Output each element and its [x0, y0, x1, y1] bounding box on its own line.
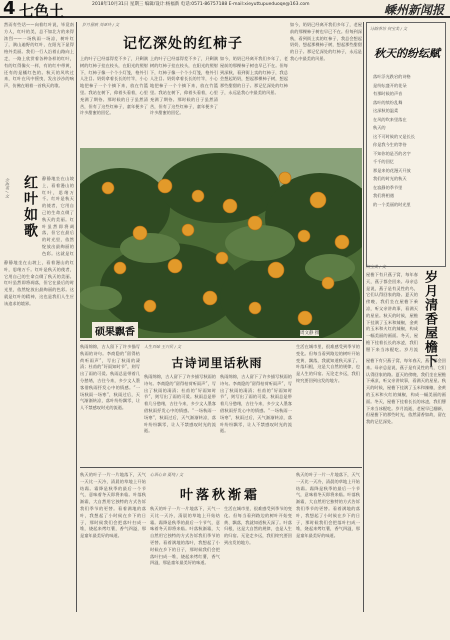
poem-lines — [373, 73, 443, 209]
photo-caption: 硕果飘香 — [92, 322, 138, 339]
article-text-frost-2: 生活在城市里，很难感受到季节的变化。但每当看到路边的树叶开始变黄、飘落，我就知道秋天深了。叶落归根，这是大自然的规律，也是人生的归宿。无论走多远，我们终究要回到出发的地方。 — [224, 506, 292, 545]
article-text-frost-left: 秋天的叶子一片一片地落下，天气一天比一天冷，清晨的草地上开始结霜。霜降是秋季的最后一个节气，意味着冬天即将来临。叶落秋渐霜，大自然用它独特的方式告诉我们季节的更替。看着满地的落叶，我想起了小时候在乡下的日子，那时候我们会把落叶扫成一堆，烧起来烤红薯，香气四溢，那是童年最美好的味道。 — [80, 472, 146, 539]
poem-line: 我们的时光的秋天 — [373, 176, 407, 181]
article-text-frost-1: 秋天的叶子一片一片地落下，天气一天比一天冷，清晨的草地上开始结霜。霜降是秋季的最后一个节气，意味着冬天即将来临。叶落秋渐霜，大自然用它独特的方式告诉我们季节的更替。看着满地的落叶，我想起了小时候在乡下的日子，那时候我们会把落叶扫成一堆，烧起来烤红薯，香气四溢，那是童年最美好的味道。 — [150, 506, 220, 566]
title-autumn-rain: 古诗词里话秋雨 — [171, 356, 263, 370]
title-eaves: 岁月清香屋檐下 — [422, 270, 437, 368]
poem-line: 有那时候的声音 — [373, 91, 403, 96]
section-title: 七色土 — [19, 2, 65, 20]
title-red-leaves: 红叶如歌 — [22, 175, 38, 239]
article-text-red-leaves: 静静地坐在山坡上，看着漫山的红叶，思绪万千。红叶是秋天的使者，它用自己的生命点缀了秋天的美丽。红叶虽然即将凋落，但它在最后的时光里，依然绽放出最绚丽的色彩。这就是红叶的精神，这也是我们人生应该追求的境界。 — [4, 260, 74, 306]
byline-autumn-rain — [144, 344, 181, 350]
persimmon-tree-image — [80, 148, 362, 338]
article-text-autumn-rain-3: 生活在城市里，很难感受到季节的变化。但每当看到路边的树叶开始变黄、飘落，我就知道秋天深了。叶落归根，这是大自然的规律，也是人生的归宿。无论走多远，我们终究要回到出发的地方。 — [296, 344, 360, 383]
article-text-persimmon-4: 如今，奶奶已经离开我们多年了，老屋前的那棵柿子树也早已不在。但每到深秋，看到街上卖的红柿子，我总会想起奶奶，想起那棵柿子树，想起那些甜甜的日子。那记忆深处的红柿子，永远是我心中最美的风景。 — [290, 22, 362, 61]
page-header — [0, 0, 450, 18]
divider — [363, 22, 364, 612]
byline-eaves: 何宝美 / 文 — [366, 264, 386, 269]
poem-author: 何宝美 / 文 — [387, 26, 408, 31]
poem-line: 在风的吹来里落在 — [373, 116, 407, 122]
poem-line: 我们将相遇 — [373, 193, 394, 198]
title-frost: 叶落秋渐霜 — [179, 488, 260, 503]
article-text-persimmon-2: 上的叶子已经落得差不多了，只剩满树的红柿子挂在枝头，在阳光的照射下，红柿子像一个个小灯笼，格外引人注目。奶奶拿着长长的竹竿，小心地把柿子一个个摘下来，放在竹篮里。我站在树下，仰着头看着，心里充满了期待。那时候的日子虽然清苦，但有了这些红柿子，童年便多了许多甜蜜的回忆。 — [150, 56, 218, 116]
article-text-red-leaves-side: 静静地坐在山坡上，看着漫山的红叶，思绪万千。红叶是秋天的使者，它用自己的生命点缀了秋天的美丽。红叶虽然即将凋落，但它在最后的时光里，依然绽放出最绚丽的色彩。这就是红 — [42, 176, 74, 256]
byline-frost — [150, 472, 183, 478]
column-label: 心语心音 — [150, 472, 166, 477]
column-label: 人生百味 — [144, 344, 160, 349]
poem-line: 不知你的是否的名字 — [373, 150, 411, 156]
article-text-eaves-top: 屋檐下有只燕子窝，每年春天，燕子都会回来。母亲总是说，燕子是有灵性的鸟，它们认得回家的路。夏天的傍晚，我们坐在屋檐下乘凉，听父亲讲故事，看满天的星星。秋天的时候，屋檐下挂满了玉米和辣椒，金黄的玉米和火红的辣椒，构成一幅美丽的画面。冬天，屋檐下挂着长长的冰凌，我们掰下来当冰棍吃。岁月流 — [366, 272, 418, 352]
divider — [76, 22, 77, 612]
poem-column-label: 诗韵茶坊 — [370, 26, 386, 31]
author-name: 王兴民 / 文 — [161, 344, 182, 349]
author-name: 夏纯 / 文 — [167, 472, 184, 477]
poem-line: 的一个美丽的时光里 — [373, 201, 411, 207]
poem-line: 你是我今生的等待 — [373, 142, 407, 147]
article-text-left-top: 然而有些话——向着红叶说，毕竟南方人，红叶的美，总不如北方的来得浓烈——一场秋雨一场凉，树叶红了，满山遍野的红叶，在阳光下显得格外美丽。我们一行人沿着山路向上走，一路上欣赏着各种各样的红叶，有的红得像火一样，有的红中带黄，还有的是橘红色的。秋天的风吹过来，红叶在风中摇曳，发出沙沙的响声，仿佛在唱着一首秋天的歌。 — [4, 22, 74, 89]
article-text-frost-3: 秋天的叶子一片一片地落下，天气一天比一天冷，清晨的草地上开始结霜。霜降是秋季的最后一个节气，意味着冬天即将来临。叶落秋渐霜，大自然用它独特的方式告诉我们季节的更替。看着满地的落叶，我想起了小时候在乡下的日子，那时候我们会把落叶扫成一堆，烧起来烤红薯，香气四溢，那是童年最美好的味道。 — [296, 472, 360, 539]
article-text-autumn-rain-2: 秋雨绵绵，古人留下了许多描写秋雨的诗句。李商隐的“留得枯荷听雨声”，写出了秋雨的凄清；杜甫的“好雨知时节”，则写出了雨的可爱。秋雨总是带着几分愁绪，古往今来，多少文人墨客借秋雨抒发心中的情感。“一场秋雨一场寒”，秋雨过后，天气渐渐转凉，落叶纷纷飘零，让人不禁感叹时光的流逝。 — [220, 374, 292, 434]
byline-persimmon — [82, 22, 119, 28]
article-text-autumn-rain-left: 秋雨绵绵，古人留下了许多描写秋雨的诗句。李商隐的“留得枯荷听雨声”，写出了秋雨的凄清；杜甫的“好雨知时节”，则写出了雨的可爱。秋雨总是带着几分愁绪，古往今来，多少文人墨客借秋雨抒发心中的情感。“一场秋雨一场寒”，秋雨过后，天气渐渐转凉，落叶纷纷飘零，让人不禁感叹时光的流逝。 — [80, 344, 140, 411]
author-name: 刘亚玲 / 文 — [99, 22, 120, 27]
poem-line: 千千的回忆 — [373, 159, 394, 164]
header-meta: 2018年10月31日 星期三 编辑/设计:杨福新 电话:0571-86757188 E-mail:xieyuttupueduoqe@163.com — [92, 2, 310, 7]
article-text-autumn-rain-1: 秋雨绵绵，古人留下了许多描写秋雨的诗句。李商隐的“留得枯荷听雨声”，写出了秋雨的凄清；杜甫的“好雨知时节”，则写出了雨的可爱。秋雨总是带着几分愁绪，古往今来，多少文人墨客借秋雨抒发心中的情感。“一场秋雨一场寒”，秋雨过后，天气渐渐转凉，落叶纷纷飘零，让人不禁感叹时光的流逝。 — [144, 374, 216, 434]
photo-credit: 周文静 摄 — [300, 331, 320, 336]
article-text-eaves: 屋檐下有只燕子窝，每年春天，燕子都会回来。母亲总是说，燕子是有灵性的鸟，它们认得回家的路。夏天的傍晚，我们坐在屋檐下乘凉，听父亲讲故事，看满天的星星。秋天的时候，屋檐下挂满了玉米和辣椒，金黄的玉米和火红的辣椒，构成一幅美丽的画面。冬天，屋檐下挂着长长的冰凌，我们掰下来当冰棍吃。岁月流逝，老屋早已翻新，但屋檐下的那些时光，依然清香如故，留在我的记忆深处。 — [366, 358, 446, 425]
page-number: 4 — [3, 0, 16, 19]
poem-byline — [370, 26, 407, 32]
poem-line: 那是来的花漫天开放 — [373, 167, 411, 173]
persimmon-photo — [80, 148, 362, 338]
byline-red-leaves: 余海英 / 文 — [5, 178, 10, 198]
newspaper-logo: 嵊州新闻报 — [383, 3, 444, 17]
poem-line: 秋天的 — [373, 125, 386, 130]
poem-line: 落叶的缤纷乱舞 — [373, 99, 403, 105]
poem-line: 落叶浮光跌宕的诗格 — [373, 74, 411, 79]
article-text-persimmon-3: 如今，奶奶已经离开我们多年了，老屋前的那棵柿子树也早已不在。但每到深秋，看到街上卖的红柿子，我总会想起奶奶，想起那棵柿子树，想起那些甜甜的日子。那记忆深处的红柿子，永远是我心中最美的风景。 — [220, 56, 288, 95]
article-text-persimmon-1: 上的叶子已经落得差不多了，只剩满树的红柿子挂在枝头，在阳光的照射下，红柿子像一个个小灯笼，格外引人注目。奶奶拿着长长的竹竿，小心地把柿子一个个摘下来，放在竹篮里。我站在树下，仰着头看着，心里充满了期待。那时候的日子虽然清苦，但有了这些红柿子，童年便多了许多甜蜜的回忆。 — [80, 56, 148, 116]
divider — [80, 340, 362, 341]
poem-line: 这深秋的温柔 — [373, 108, 399, 113]
poem-line: 这不可时候的又是长长 — [373, 133, 415, 139]
poem-box — [366, 22, 446, 267]
poem-title: 秋天的纷纭赋 — [374, 47, 440, 60]
divider — [80, 467, 362, 468]
column-label: 岁月留痕 — [82, 22, 98, 27]
title-persimmon: 记忆深处的红柿子 — [123, 36, 243, 52]
poem-line: 在寂静的季节里 — [373, 184, 403, 190]
poem-line: 是纷纭盛开的花朵 — [373, 82, 407, 88]
